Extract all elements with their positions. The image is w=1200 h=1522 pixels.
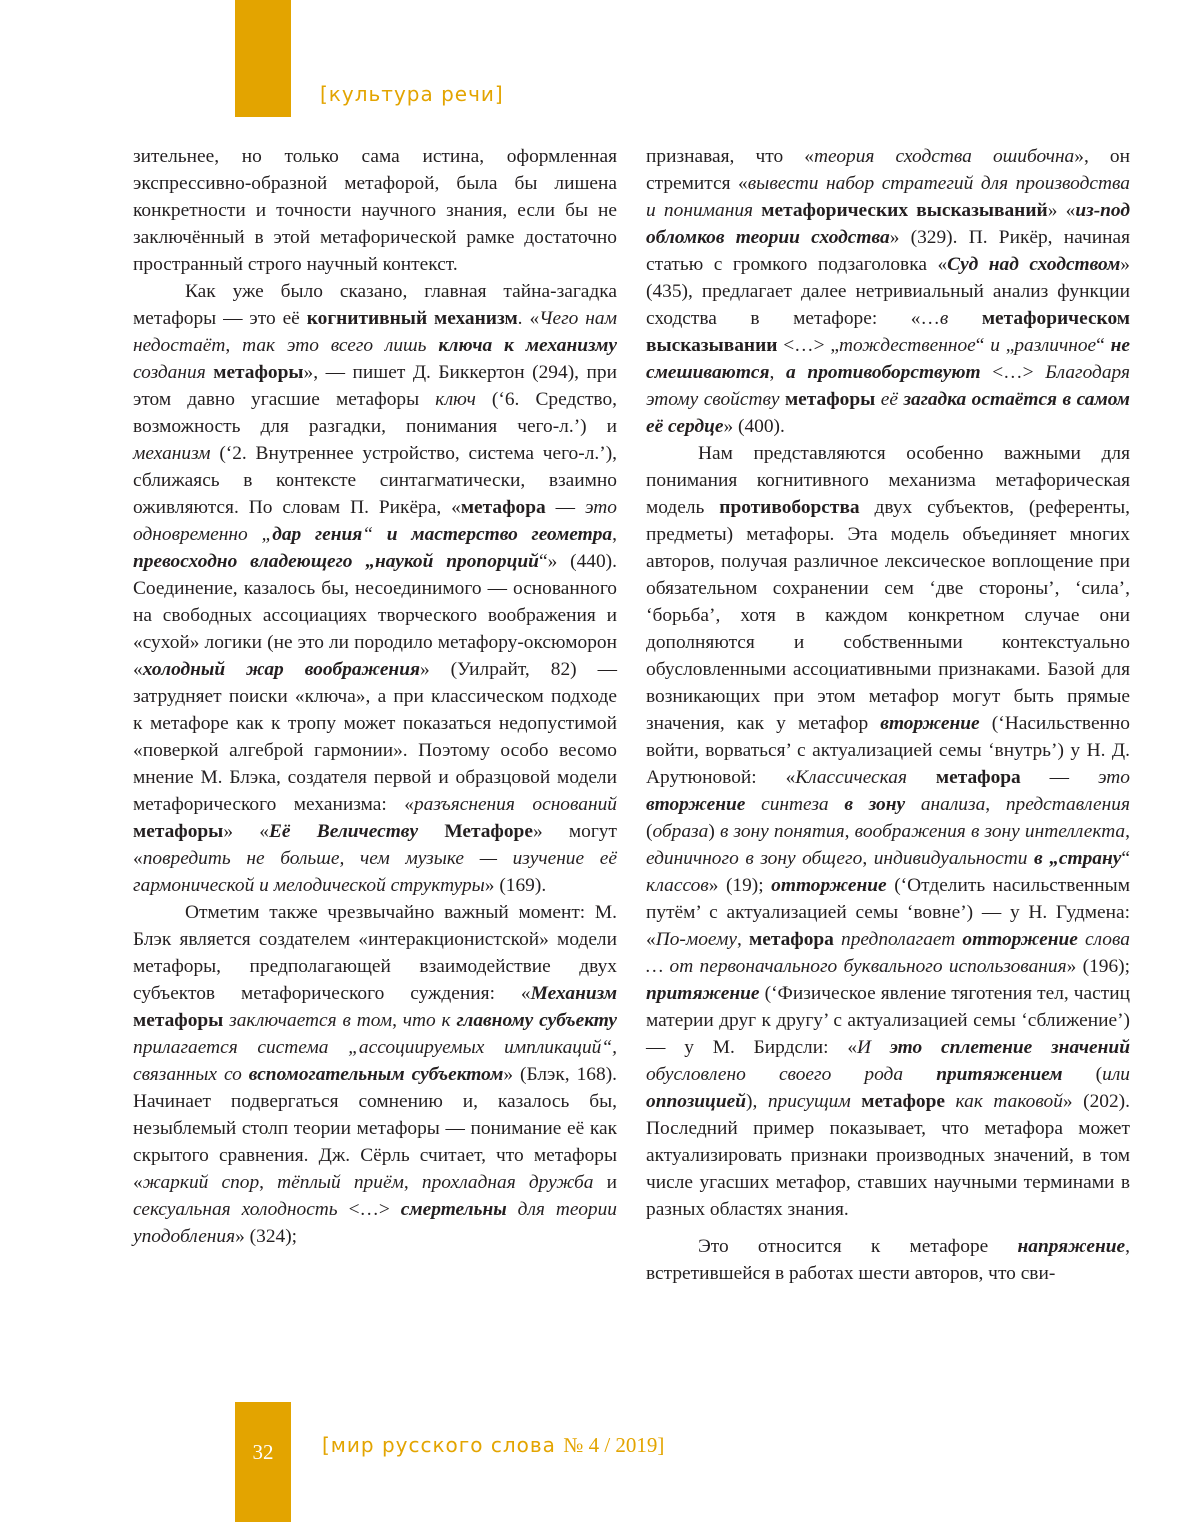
text-run: метафоры (213, 362, 304, 383)
text-run (834, 929, 841, 950)
text-run: <…> „ (777, 335, 839, 356)
text-run: , (403, 1172, 422, 1193)
text-run: заключается в том (229, 1010, 393, 1031)
text-run: » « (223, 821, 269, 842)
text-run: , (769, 362, 787, 383)
text-run (1078, 929, 1085, 950)
text-run: вторжение (880, 713, 980, 734)
text-run: слова … от первоначального буквального использования (646, 929, 1130, 977)
emphasis (438, 335, 617, 356)
text-run: метафоры (133, 821, 224, 842)
text-run: так это всего лишь (242, 335, 439, 356)
emphasis (880, 713, 979, 734)
text-run: синтеза (761, 794, 829, 815)
paragraph (646, 1233, 1130, 1287)
emphasis (401, 1199, 507, 1220)
text-run: вывести набор стратегий для производства и понимания (646, 173, 1131, 221)
text-run: создания (133, 362, 214, 383)
emphasis (249, 1064, 504, 1085)
text-run: разъяснения оснований (413, 794, 617, 815)
text-run: » (Блэк, 168). Начинает подвергаться сомнению и, казалось бы, незыблемый столп теории метафоры — понимание её как скрытого сравнения. Дж. Сёрль считает, что метафоры « (133, 1064, 617, 1193)
text-run: (‘2. Внутреннее устройство, система чего-л.’), сближаясь в контексте синтагматически, взаимно оживляются. По словам П. Рикёра, « (133, 443, 617, 518)
text-run: » (Уилрайт, 82) — затрудняет поиски «ключа», а при классическом подходе к метафоре как к тропу может показаться недопустимой «поверкой алгеброй гармонии». Поэтому особо весомо мнение М. Блэка, создателя первой и образцовой модели метафорического механизма: « (133, 659, 617, 815)
text-run: » могут « (133, 821, 617, 869)
right-column (646, 143, 1130, 1287)
text-run: смертельны (400, 1199, 507, 1220)
text-run: или (1102, 1064, 1130, 1085)
emphasis (531, 983, 617, 1004)
text-run: и мастерство геометра (386, 524, 613, 545)
emphasis (947, 254, 1120, 275)
text-run: (‘Насильственно войти, ворваться’ с актуализацией семы ‘внутрь’) у Н. Д. Арутюновой: « (646, 713, 1130, 788)
text-run: противоборства (719, 497, 860, 518)
text-run: когнитивный механизм (306, 308, 518, 329)
text-run: ( (646, 821, 653, 842)
text-run: это одновременно „ (133, 497, 617, 545)
text-run: ), (746, 1091, 768, 1112)
text-run: » « (1047, 200, 1076, 221)
text-run: индивидуальности (873, 848, 1028, 869)
text-run: <…> (980, 362, 1046, 383)
text-run: дар гения (272, 524, 363, 545)
text-run: обусловлено своего рода (646, 1064, 904, 1085)
text-run: Это относится к метафоре (698, 1236, 1018, 1257)
text-run: и (593, 1172, 617, 1193)
text-run: её (880, 389, 898, 410)
text-run (903, 1064, 936, 1085)
text-run: » (435), предлагает далее нетривиальный анализ функции сходства в метафоре: «… (646, 254, 1130, 329)
text-run (1027, 848, 1034, 869)
text-run: ) (708, 821, 720, 842)
text-run: — (545, 497, 585, 518)
text-run: Суд над сходством (947, 254, 1121, 275)
text-run: , (612, 524, 617, 545)
emphasis (786, 362, 981, 383)
text-run: это сплетение значений (889, 1037, 1131, 1058)
text-run: тождественное (838, 335, 976, 356)
text-run: Механизм (530, 983, 617, 1004)
text-run: метафоры (133, 1010, 224, 1031)
text-run: » (329). П. Рикёр, начиная статью с громкого подзаголовка « (646, 227, 1130, 275)
header-accent-tab (235, 0, 291, 117)
emphasis (269, 821, 418, 842)
text-run: сексуальная холодность (133, 1199, 338, 1220)
emphasis (844, 794, 905, 815)
left-column (133, 143, 617, 1250)
text-run: Чего нам недостаёт (133, 308, 617, 356)
emphasis (646, 983, 760, 1004)
text-run: в зону понятия (719, 821, 845, 842)
emphasis (962, 929, 1077, 950)
text-run: из-под обломков теории сходства (646, 200, 1130, 248)
text-run: , (737, 929, 750, 950)
text-run: „ (999, 335, 1015, 356)
text-run: тёплый приём (277, 1172, 404, 1193)
text-run: двух субъектов, (референты, предметы) метафоры. Эта модель объединяет многих авторов, получая различное лексическое воплощение при обязательном сохранении сем ‘две стороны’, ‘сила’, ‘борьба’, хотя в каждом конкретном случае они дополняются и собственными контекстуально обусловленными ассоциативными признаками. Базой для возникающих при этом метафор могут быть прямые значения, как у метафор (646, 497, 1131, 734)
emphasis (771, 875, 886, 896)
emphasis (1017, 1236, 1125, 1257)
text-run: это (1098, 767, 1130, 788)
paragraph (133, 143, 617, 278)
text-run: метафоры (784, 389, 876, 410)
text-run: прилагается система „ассоциируемых импликаций“, связанных со (133, 1037, 617, 1085)
text-run: притяжением (936, 1064, 1063, 1085)
text-run: . « (517, 308, 540, 329)
text-run: образа (652, 821, 709, 842)
text-run: “ (1121, 848, 1130, 869)
text-run (829, 794, 845, 815)
text-run: » (202). Последний пример показывает, что метафора может актуализировать признаки производных значений, в том числе угасших метафор, ставших научными терминами в разных областях знания. (646, 1091, 1130, 1220)
text-run: метафорических высказываний (761, 200, 1048, 221)
text-run: » (324); (235, 1226, 298, 1247)
text-run: в „страну (1034, 848, 1122, 869)
text-run: холодный жар воображения (142, 659, 420, 680)
text-run: Классическая (795, 767, 907, 788)
text-run: как таковой (955, 1091, 1063, 1112)
text-run: ключ (435, 389, 476, 410)
emphasis (1034, 848, 1121, 869)
text-run: различное (1014, 335, 1097, 356)
text-run: теория сходства ошибочна (813, 146, 1075, 167)
text-run: вспомогательным субъектом (248, 1064, 504, 1085)
text-run: , (392, 1010, 403, 1031)
text-run: воображения в зону интеллекта (854, 821, 1126, 842)
text-run: “ (362, 524, 387, 545)
text-run: не смешиваются (646, 335, 1130, 383)
text-run: , (225, 335, 243, 356)
text-run: метафоре (861, 1091, 946, 1112)
text-run: метафора (460, 497, 546, 518)
text-run: для теории уподобления (133, 1199, 617, 1247)
text-run: классов (646, 875, 709, 896)
text-run: отторжение (771, 875, 887, 896)
text-run: метафорическом высказывании (646, 308, 1131, 356)
text-run: “ (975, 335, 991, 356)
paragraph (133, 899, 617, 1250)
text-run: Метафоре (444, 821, 533, 842)
text-run: Её Величеству (268, 821, 419, 842)
text-run (907, 767, 936, 788)
text-run: (‘Отделить насильственным путём’ с актуализацией семы ‘вовне’) — у Н. Гудмена: « (646, 875, 1130, 950)
text-run (905, 794, 921, 815)
emphasis (387, 524, 612, 545)
text-run (871, 1037, 890, 1058)
text-run (745, 794, 761, 815)
emphasis (646, 794, 745, 815)
text-run: (‘6. Средство, возможность для разгадки, понимания чего-л.’) и (133, 389, 617, 437)
text-run: единичного в зону общего (646, 848, 863, 869)
text-run: », — пишет Д. Биккертон (294), при этом давно угасшие метафоры (133, 362, 617, 410)
journal-footer (322, 1433, 664, 1458)
text-run: вторжение (646, 794, 746, 815)
text-run: » (196); (1066, 956, 1130, 977)
paragraph (133, 278, 617, 899)
text-run: в зону (844, 794, 906, 815)
text-run: в (939, 308, 982, 329)
text-run: , (259, 1172, 278, 1193)
text-run: , (985, 794, 1006, 815)
text-run: <…> (337, 1199, 401, 1220)
text-run: анализа (920, 794, 986, 815)
text-run: Благодаря этому свойству (646, 362, 1130, 410)
text-run: (‘Физическое явление тяготения тел, частиц материи друг к другу’ с актуализацией семы ‘сближение’) — у М. Бирдсли: « (646, 983, 1130, 1058)
text-run: что к (402, 1010, 457, 1031)
text-run: По-моему (655, 929, 738, 950)
paragraph (646, 440, 1130, 1223)
text-run: главному субъекту (456, 1010, 617, 1031)
text-run: прохладная дружба (421, 1172, 594, 1193)
text-run: притяжение (646, 983, 760, 1004)
text-run: , встретившейся в работах шести авторов, что сви- (646, 1236, 1130, 1284)
emphasis (456, 1010, 617, 1031)
text-run: напряжение (1017, 1236, 1126, 1257)
text-run: представления (1005, 794, 1130, 815)
text-run (507, 1199, 518, 1220)
text-run: , (1125, 821, 1130, 842)
emphasis (133, 551, 539, 572)
text-run: Как уже было сказано, главная тайна-загадка метафоры — это её (133, 281, 617, 329)
text-run (418, 821, 444, 842)
text-run: Нам представляются особенно важными для понимания когнитивного механизма метафорическая модель (646, 443, 1130, 518)
emphasis (646, 1091, 746, 1112)
emphasis (272, 524, 362, 545)
text-run: Отметим также чрезвычайно важный момент: М. Блэк является создателем «интеракционистской» модели метафоры, предполагающей взаимодействие двух субъектов метафорического суждения: « (133, 902, 617, 1004)
text-run: И (857, 1037, 872, 1058)
emphasis (936, 1064, 1062, 1085)
text-run: , (862, 848, 874, 869)
header-accent-tab-shape (235, 0, 291, 117)
text-run: механизм (133, 443, 211, 464)
emphasis (143, 659, 420, 680)
page-number: 32 (252, 1440, 274, 1464)
journal-name: [мир русского слова (322, 1433, 564, 1457)
text-run: ключа к механизму (438, 335, 617, 356)
emphasis (890, 1037, 1130, 1058)
text-run (945, 1091, 956, 1112)
text-run: » (400). (723, 416, 785, 437)
text-run: жаркий спор (142, 1172, 260, 1193)
text-run (851, 1091, 862, 1112)
text-run: и (990, 335, 1000, 356)
text-run: признавая, что « (646, 146, 814, 167)
text-run: зительнее, но только сама истина, оформленная экспрессивно-образной метафорой, была бы лишена конкретности и точности научного знания, если бы не заключённый в этой метафорической рамке достаточно пространный строго научный контекст. (133, 146, 617, 275)
text-run: » (19); (708, 875, 772, 896)
text-run: отторжение (962, 929, 1078, 950)
text-run: а противоборствуют (786, 362, 981, 383)
text-run: », он стремится « (646, 146, 1131, 194)
text-run: повредить не больше, чем музыке — изучение её гармонической и мелодической структуры (133, 848, 617, 896)
text-run: оппозицией (646, 1091, 747, 1112)
paragraph (646, 143, 1130, 440)
text-run: “» (440). Соединение, казалось бы, несоединимого — основанного на свободных ассоциациях творческого воображения и «сухой» логики (не это ли породило метафору-оксюморон « (133, 551, 617, 680)
text-run: , (844, 821, 855, 842)
text-run: превосходно владеющего „наукой пропорций (133, 551, 539, 572)
section-title: [культура речи] (320, 82, 504, 106)
text-run: — (1020, 767, 1098, 788)
text-run: метафора (749, 929, 834, 950)
text-run: присущим (767, 1091, 851, 1112)
text-run: метафора (935, 767, 1021, 788)
text-run: “ (1096, 335, 1111, 356)
issue-number: № 4 / 2019] (563, 1433, 665, 1457)
text-run: ( (1062, 1064, 1103, 1085)
text-run: предполагает (841, 929, 956, 950)
text-run: » (169). (484, 875, 547, 896)
text-run: загадка остаётся в самом её сердце (646, 389, 1130, 437)
